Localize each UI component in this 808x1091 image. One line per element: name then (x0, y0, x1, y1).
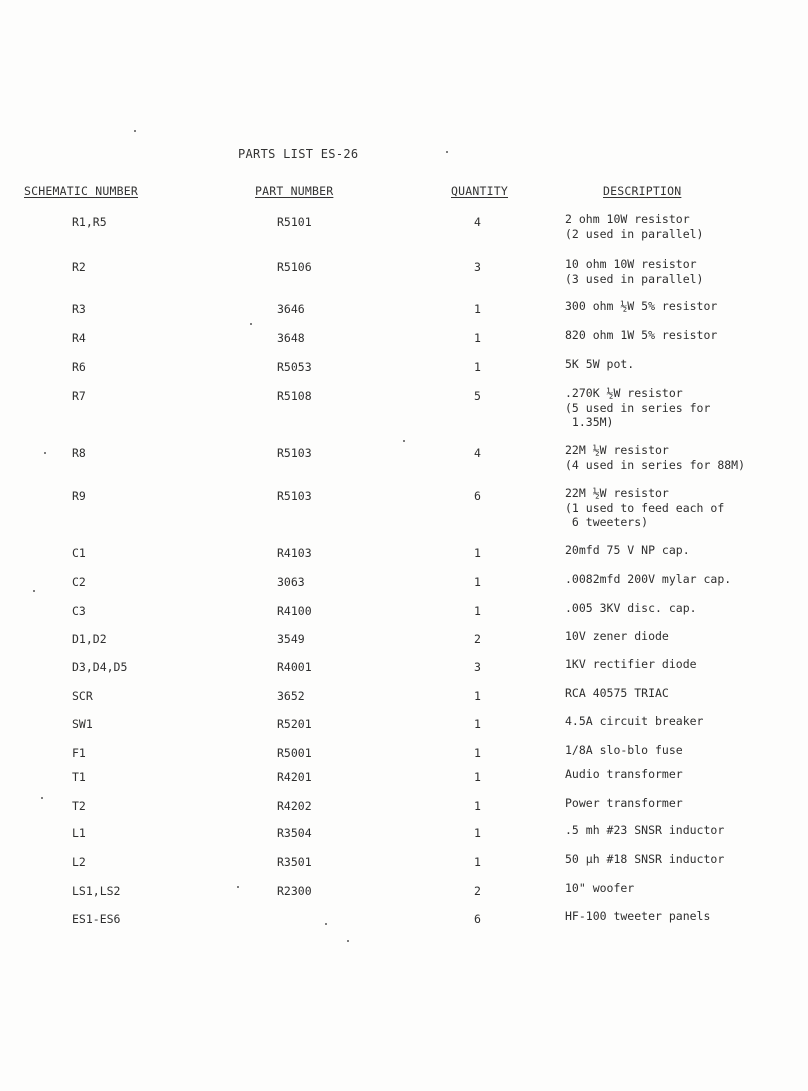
header-part-number: PART NUMBER (255, 184, 334, 198)
cell-schematic-number: C3 (72, 604, 86, 618)
cell-description: 5K 5W pot. (565, 357, 635, 371)
cell-quantity: 6 (474, 912, 481, 926)
cell-description: 22M ½W resistor (1 used to feed each of 6 tweeters) (565, 486, 725, 529)
cell-description: Power transformer (565, 796, 683, 810)
cell-quantity: 1 (474, 717, 481, 731)
cell-schematic-number: D1,D2 (72, 632, 107, 646)
cell-description: 2 ohm 10W resistor (2 used in parallel) (565, 212, 704, 241)
cell-quantity: 6 (474, 489, 481, 503)
cell-part-number: 3549 (277, 632, 305, 646)
cell-part-number: 3063 (277, 575, 305, 589)
cell-quantity: 1 (474, 770, 481, 784)
cell-schematic-number: R1,R5 (72, 215, 107, 229)
cell-description: RCA 40575 TRIAC (565, 686, 669, 700)
cell-quantity: 2 (474, 884, 481, 898)
cell-description: 10" woofer (565, 881, 635, 895)
cell-description: 22M ½W resistor (4 used in series for 88M) (565, 443, 746, 472)
cell-description: 300 ohm ½W 5% resistor (565, 299, 718, 313)
cell-part-number: R3504 (277, 826, 312, 840)
cell-quantity: 1 (474, 546, 481, 560)
header-schematic-number: SCHEMATIC NUMBER (24, 184, 138, 198)
cell-schematic-number: R3 (72, 302, 86, 316)
scan-speck (250, 323, 252, 325)
cell-schematic-number: R8 (72, 446, 86, 460)
scan-speck (44, 452, 46, 454)
cell-part-number: R5001 (277, 746, 312, 760)
cell-schematic-number: D3,D4,D5 (72, 660, 128, 674)
cell-schematic-number: T1 (72, 770, 86, 784)
cell-schematic-number: R2 (72, 260, 86, 274)
cell-description: .5 mh #23 SNSR inductor (565, 823, 725, 837)
cell-quantity: 2 (474, 632, 481, 646)
cell-description: 1/8A slo-blo fuse (565, 743, 683, 757)
cell-quantity: 1 (474, 302, 481, 316)
cell-schematic-number: LS1,LS2 (72, 884, 121, 898)
header-description: DESCRIPTION (603, 184, 682, 198)
cell-description: Audio transformer (565, 767, 683, 781)
cell-quantity: 4 (474, 446, 481, 460)
cell-schematic-number: R9 (72, 489, 86, 503)
cell-part-number: R4100 (277, 604, 312, 618)
cell-schematic-number: F1 (72, 746, 86, 760)
cell-quantity: 4 (474, 215, 481, 229)
cell-part-number: R5108 (277, 389, 312, 403)
cell-quantity: 1 (474, 689, 481, 703)
cell-schematic-number: C1 (72, 546, 86, 560)
cell-description: .0082mfd 200V mylar cap. (565, 572, 732, 586)
cell-part-number: 3652 (277, 689, 305, 703)
cell-schematic-number: R6 (72, 360, 86, 374)
cell-quantity: 1 (474, 575, 481, 589)
scan-speck (403, 440, 405, 442)
cell-part-number: R5103 (277, 489, 312, 503)
scan-speck (446, 151, 448, 153)
cell-schematic-number: SCR (72, 689, 93, 703)
cell-schematic-number: T2 (72, 799, 86, 813)
cell-quantity: 1 (474, 855, 481, 869)
cell-part-number: R4202 (277, 799, 312, 813)
cell-schematic-number: R7 (72, 389, 86, 403)
cell-quantity: 3 (474, 660, 481, 674)
cell-quantity: 1 (474, 360, 481, 374)
cell-quantity: 1 (474, 799, 481, 813)
cell-schematic-number: C2 (72, 575, 86, 589)
cell-part-number: R5201 (277, 717, 312, 731)
page-title: PARTS LIST ES-26 (238, 147, 359, 161)
cell-part-number: R3501 (277, 855, 312, 869)
scan-speck (41, 797, 43, 799)
scan-speck (33, 590, 35, 592)
cell-part-number: 3648 (277, 331, 305, 345)
cell-quantity: 1 (474, 604, 481, 618)
cell-schematic-number: SW1 (72, 717, 93, 731)
scan-speck (134, 130, 136, 132)
cell-schematic-number: ES1-ES6 (72, 912, 121, 926)
cell-description: .270K ½W resistor (5 used in series for 1.35M) (565, 386, 711, 429)
cell-description: 10 ohm 10W resistor (3 used in parallel) (565, 257, 704, 286)
cell-part-number: R4201 (277, 770, 312, 784)
cell-description: 50 µh #18 SNSR inductor (565, 852, 725, 866)
cell-description: .005 3KV disc. cap. (565, 601, 697, 615)
cell-schematic-number: R4 (72, 331, 86, 345)
cell-description: 20mfd 75 V NP cap. (565, 543, 690, 557)
cell-part-number: R5101 (277, 215, 312, 229)
cell-quantity: 5 (474, 389, 481, 403)
cell-quantity: 1 (474, 331, 481, 345)
cell-schematic-number: L2 (72, 855, 86, 869)
cell-part-number: R2300 (277, 884, 312, 898)
scan-speck (237, 886, 239, 888)
header-quantity: QUANTITY (451, 184, 508, 198)
cell-part-number: R5103 (277, 446, 312, 460)
cell-description: 1KV rectifier diode (565, 657, 697, 671)
cell-description: 4.5A circuit breaker (565, 714, 704, 728)
cell-part-number: R4103 (277, 546, 312, 560)
scan-speck (347, 940, 349, 942)
cell-quantity: 1 (474, 746, 481, 760)
cell-part-number: R5106 (277, 260, 312, 274)
scan-speck (325, 923, 327, 925)
cell-description: 820 ohm 1W 5% resistor (565, 328, 718, 342)
cell-schematic-number: L1 (72, 826, 86, 840)
cell-description: HF-100 tweeter panels (565, 909, 711, 923)
cell-quantity: 1 (474, 826, 481, 840)
cell-part-number: R4001 (277, 660, 312, 674)
cell-description: 10V zener diode (565, 629, 669, 643)
cell-part-number: R5053 (277, 360, 312, 374)
cell-quantity: 3 (474, 260, 481, 274)
cell-part-number: 3646 (277, 302, 305, 316)
